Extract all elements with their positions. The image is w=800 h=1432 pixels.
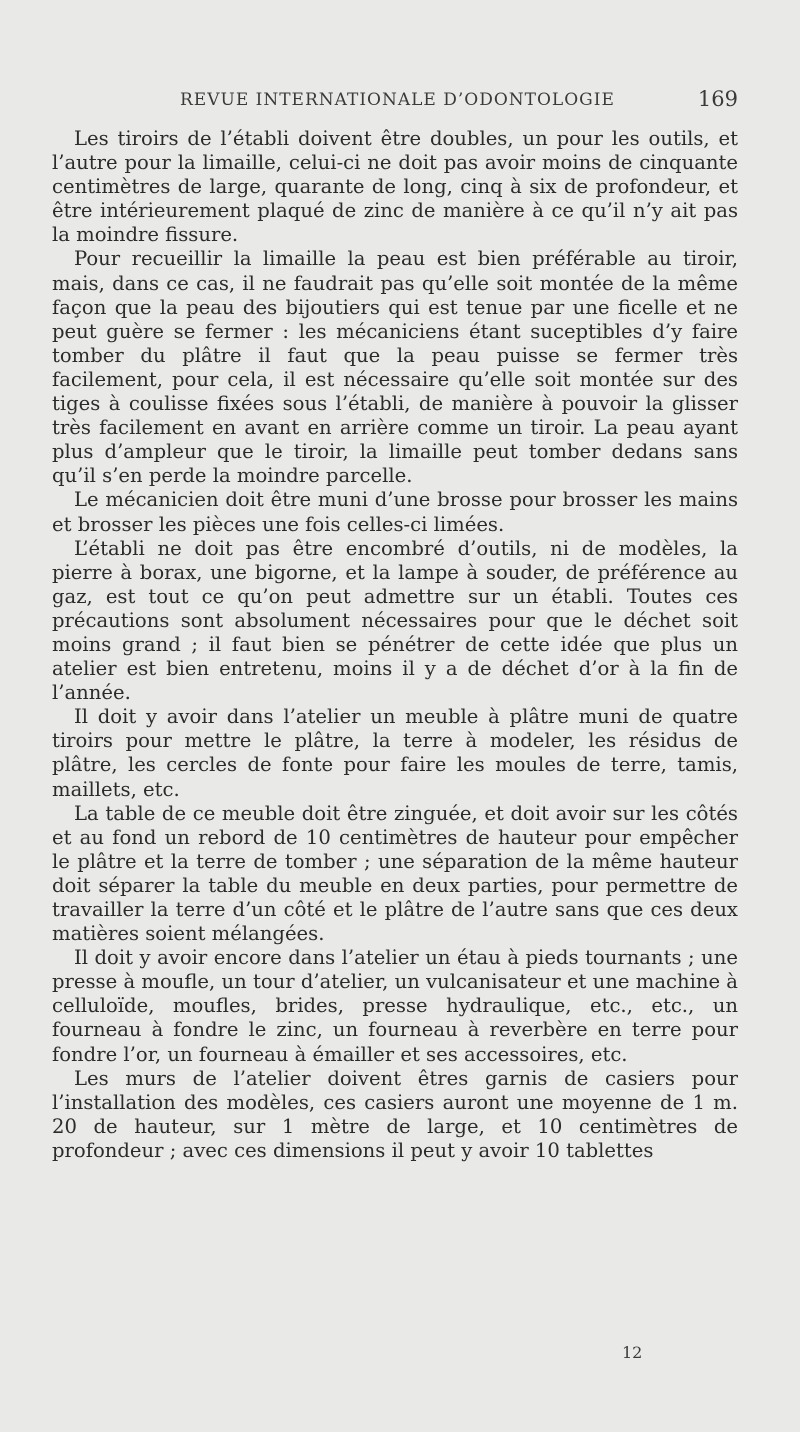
paragraph: Pour recueillir la limaille la peau est bien préférable au tiroir, mais, dans ce cas, il ne faudrait pas qu’elle soit montée de la même façon que la peau des bijoutiers qui est tenue par une ficelle et ne peut guère se fermer : les mécaniciens étant suceptibles d’y faire tomber du plâtre il faut que la peau puisse se fermer très facilement, pour cela, il est nécessaire qu’elle soit montée sur des tiges à coulisse fixées sous l’établi, de manière à pouvoir la glisser très facilement en avant en arrière comme un tiroir. La peau ayant plus d’ampleur que le tiroir, la limaille peut tomber dedans sans qu’il s’en perde la moindre parcelle.: [52, 247, 738, 488]
page-header: [52, 87, 738, 116]
paragraph: L’établi ne doit pas être encombré d’outils, ni de modèles, la pierre à borax, une bigorne, et la lampe à souder, de préférence au gaz, est tout ce qu’on peut admettre sur un établi. Toutes ces précautions sont absolument nécessaires pour que le déchet soit moins grand ; il faut bien se pénétrer de cette idée que plus un atelier est bien entretenu, moins il y a de déchet d’or à la fin de l’année.: [52, 536, 738, 705]
paragraph: Les murs de l’atelier doivent êtres garnis de casiers pour l’installation des modèles, ces casiers auront une moyenne de 1 m. 20 de hauteur, sur 1 mètre de large, et 10 centimètres de profondeur ; avec ces dimensions il peut y avoir 10 tablettes: [52, 1066, 738, 1162]
page-number: 169: [697, 87, 738, 111]
paragraph: Il doit y avoir encore dans l’atelier un étau à pieds tournants ; une presse à moufle, un tour d’atelier, un vulcanisateur et une machine à celluloïde, moufles, brides, presse hydraulique, etc., etc., un fourneau à fondre le zinc, un fourneau à reverbère en terre pour fondre l’or, un fourneau à émailler et ses accessoires, etc.: [52, 946, 738, 1066]
paragraph: Le mécanicien doit être muni d’une brosse pour brosser les mains et brosser les pièces une fois celles-ci limées.: [52, 488, 738, 536]
paragraph: Les tiroirs de l’établi doivent être doubles, un pour les outils, et l’autre pour la limaille, celui-ci ne doit pas avoir moins de cinquante centimètres de large, quarante de long, cinq à six de profondeur, et être intérieurement plaqué de zinc de manière à ce qu’il n’y ait pas la moindre fissure.: [52, 127, 738, 247]
signature-mark: 12: [622, 1343, 643, 1362]
paragraph: Il doit y avoir dans l’atelier un meuble à plâtre muni de quatre tiroirs pour mettre le plâtre, la terre à modeler, les résidus de plâtre, les cercles de fonte pour faire les moules de terre, tamis, maillets, etc.: [52, 705, 738, 801]
running-title: REVUE INTERNATIONALE D’ODONTOLOGIE: [180, 90, 615, 110]
body-text: [52, 127, 738, 1163]
paragraph: La table de ce meuble doit être zinguée, et doit avoir sur les côtés et au fond un rebord de 10 centimètres de hauteur pour empêcher le plâtre et la terre de tomber ; une séparation de la même hauteur doit séparer la table du meuble en deux parties, pour permettre de travailler la terre d’un côté et le plâtre de l’autre sans que ces deux matières soient mélangées.: [52, 801, 738, 946]
